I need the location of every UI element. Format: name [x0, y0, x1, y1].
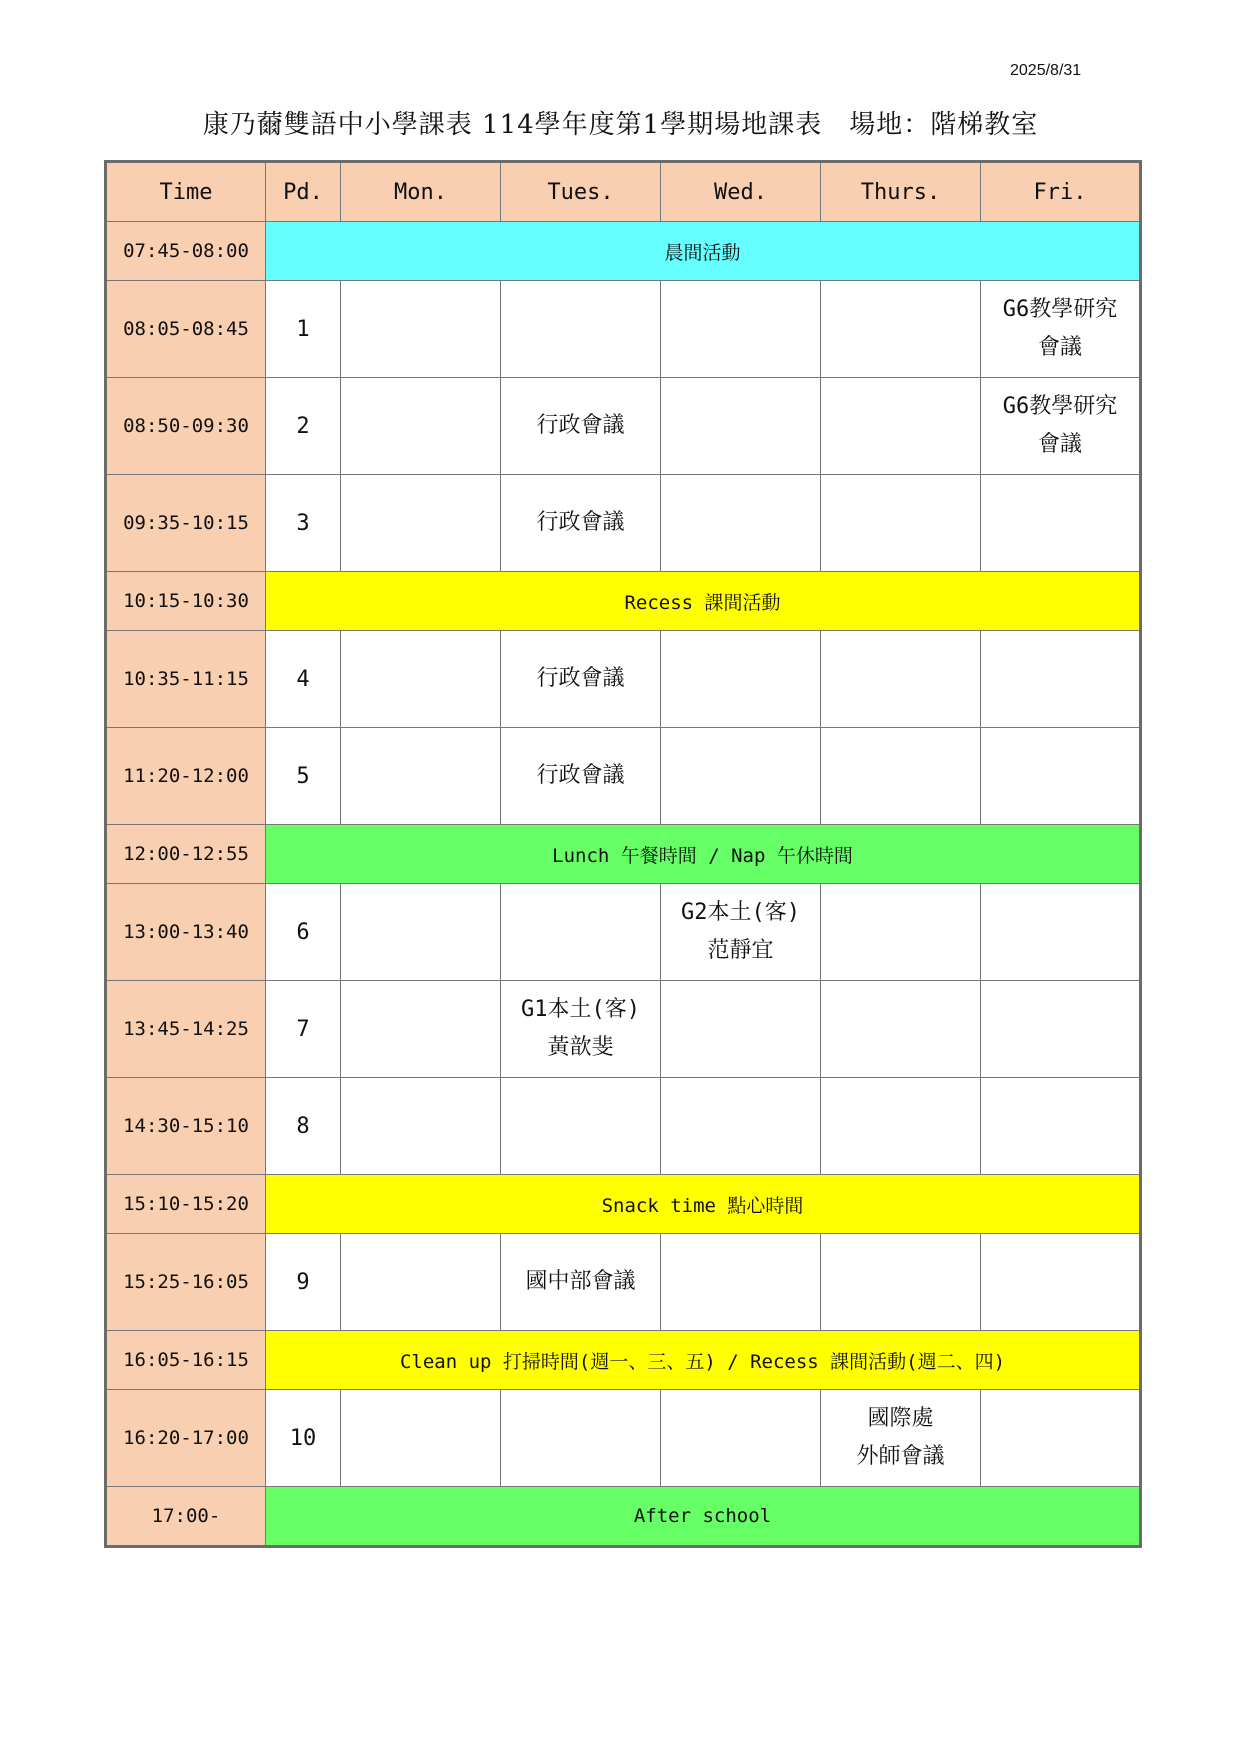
cell-tue: [501, 1390, 661, 1487]
cell-mon: [341, 631, 501, 728]
cell-tue: 行政會議: [501, 631, 661, 728]
cell-wed: [661, 1390, 821, 1487]
page-title: 康乃薾雙語中小學課表 114學年度第1學期場地課表 場地：階梯教室: [202, 110, 1039, 140]
col-header-fri: Fri.: [981, 162, 1141, 222]
cell-line: G6教學研究: [1002, 297, 1118, 322]
cell-fri: [981, 1078, 1141, 1175]
cell-fri: [981, 281, 1141, 378]
period-number: 10: [266, 1390, 341, 1487]
time-slot: 15:25-16:05: [106, 1234, 266, 1331]
activity-band: Recess 課間活動: [266, 572, 1141, 631]
cell-line: 國際處: [867, 1406, 934, 1431]
time-slot: 08:50-09:30: [106, 378, 266, 475]
cell-wed: [661, 475, 821, 572]
period-row: [106, 378, 1141, 475]
cell-thu: [821, 884, 981, 981]
period-row: [106, 1234, 1141, 1331]
cell-tue: 行政會議: [501, 378, 661, 475]
schedule-table: [104, 160, 1142, 1548]
cell-tue: [501, 884, 661, 981]
activity-band: After school: [266, 1487, 1141, 1547]
period-number: 3: [266, 475, 341, 572]
cell-tue: [501, 1078, 661, 1175]
cell-mon: [341, 1078, 501, 1175]
period-row: [106, 1390, 1141, 1487]
period-row: [106, 631, 1141, 728]
cell-tue: 行政會議: [501, 475, 661, 572]
cell-fri: [981, 1234, 1141, 1331]
period-row: [106, 728, 1141, 825]
activity-band-row: [106, 1331, 1141, 1390]
time-slot: 14:30-15:10: [106, 1078, 266, 1175]
cell-mon: [341, 281, 501, 378]
activity-band-row: [106, 572, 1141, 631]
period-number: 5: [266, 728, 341, 825]
cell-fri: [981, 378, 1141, 475]
col-header-mon: Mon.: [341, 162, 501, 222]
time-slot: 09:35-10:15: [106, 475, 266, 572]
time-slot: 11:20-12:00: [106, 728, 266, 825]
period-number: 9: [266, 1234, 341, 1331]
time-slot: 13:45-14:25: [106, 981, 266, 1078]
time-slot: 15:10-15:20: [106, 1175, 266, 1234]
cell-tue: 國中部會議: [501, 1234, 661, 1331]
cell-wed: [661, 981, 821, 1078]
period-row: [106, 884, 1141, 981]
cell-line: G1本土(客): [521, 997, 640, 1022]
period-number: 7: [266, 981, 341, 1078]
cell-fri: [981, 884, 1141, 981]
cell-mon: [341, 1234, 501, 1331]
schedule-body: [106, 222, 1141, 1547]
activity-band-row: [106, 1175, 1141, 1234]
col-header-time: Time: [106, 162, 266, 222]
cell-fri: [981, 728, 1141, 825]
cell-line: 會議: [1037, 335, 1082, 360]
period-number: 8: [266, 1078, 341, 1175]
cell-thu: [821, 1390, 981, 1487]
cell-mon: [341, 1390, 501, 1487]
time-slot: 10:15-10:30: [106, 572, 266, 631]
cell-mon: [341, 884, 501, 981]
col-header-tue: Tues.: [501, 162, 661, 222]
cell-wed: [661, 1078, 821, 1175]
cell-thu: [821, 1234, 981, 1331]
period-row: [106, 1078, 1141, 1175]
cell-mon: [341, 378, 501, 475]
cell-wed: [661, 378, 821, 475]
cell-mon: [341, 981, 501, 1078]
cell-line: 黃歆斐: [547, 1035, 614, 1060]
period-row: [106, 475, 1141, 572]
cell-wed: [661, 728, 821, 825]
cell-line: 外師會議: [856, 1444, 945, 1469]
cell-thu: [821, 631, 981, 728]
col-header-thu: Thurs.: [821, 162, 981, 222]
cell-mon: [341, 728, 501, 825]
cell-tue: [501, 981, 661, 1078]
cell-thu: [821, 728, 981, 825]
cell-wed: [661, 281, 821, 378]
time-slot: 10:35-11:15: [106, 631, 266, 728]
col-header-wed: Wed.: [661, 162, 821, 222]
cell-wed: [661, 884, 821, 981]
activity-band-row: [106, 1487, 1141, 1547]
time-slot: 17:00-: [106, 1487, 266, 1547]
period-number: 1: [266, 281, 341, 378]
activity-band-row: [106, 222, 1141, 281]
cell-line: G2本土(客): [681, 900, 800, 925]
activity-band: 晨間活動: [266, 222, 1141, 281]
activity-band: Clean up 打掃時間(週一、三、五) / Recess 課間活動(週二、四): [266, 1331, 1141, 1390]
cell-fri: [981, 1390, 1141, 1487]
cell-thu: [821, 281, 981, 378]
col-header-period: Pd.: [266, 162, 341, 222]
print-date: 2025/8/31: [1010, 62, 1082, 79]
cell-thu: [821, 1078, 981, 1175]
cell-line: 會議: [1037, 432, 1082, 457]
period-row: [106, 281, 1141, 378]
cell-wed: [661, 631, 821, 728]
cell-fri: [981, 981, 1141, 1078]
activity-band: Snack time 點心時間: [266, 1175, 1141, 1234]
time-slot: 12:00-12:55: [106, 825, 266, 884]
period-number: 6: [266, 884, 341, 981]
cell-line: 范靜宜: [707, 938, 774, 963]
header-row: [106, 162, 1141, 222]
cell-tue: [501, 281, 661, 378]
time-slot: 08:05-08:45: [106, 281, 266, 378]
period-row: [106, 981, 1141, 1078]
cell-fri: [981, 475, 1141, 572]
cell-thu: [821, 981, 981, 1078]
cell-fri: [981, 631, 1141, 728]
cell-tue: 行政會議: [501, 728, 661, 825]
cell-wed: [661, 1234, 821, 1331]
cell-mon: [341, 475, 501, 572]
cell-thu: [821, 475, 981, 572]
period-number: 4: [266, 631, 341, 728]
time-slot: 13:00-13:40: [106, 884, 266, 981]
activity-band: Lunch 午餐時間 / Nap 午休時間: [266, 825, 1141, 884]
time-slot: 07:45-08:00: [106, 222, 266, 281]
time-slot: 16:05-16:15: [106, 1331, 266, 1390]
time-slot: 16:20-17:00: [106, 1390, 266, 1487]
period-number: 2: [266, 378, 341, 475]
cell-line: G6教學研究: [1002, 394, 1118, 419]
cell-thu: [821, 378, 981, 475]
activity-band-row: [106, 825, 1141, 884]
